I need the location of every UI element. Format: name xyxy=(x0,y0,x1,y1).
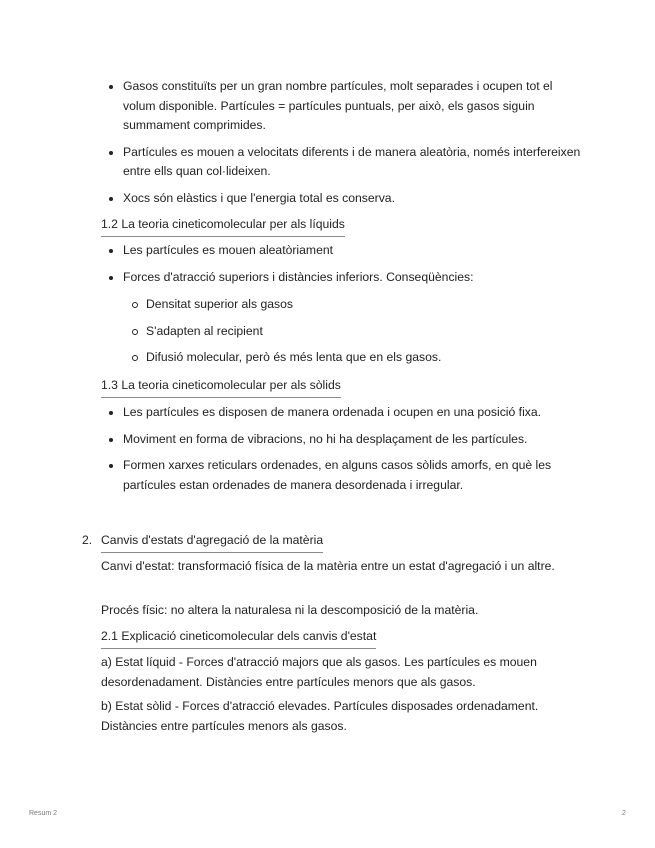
page-number: 2 xyxy=(622,810,626,817)
list-item: Les partícules es mouen aleatòriament xyxy=(123,241,583,261)
heading-solids: 1.3 La teoria cineticomolecular per als sòlids xyxy=(101,376,341,398)
list-item: Xocs són elàstics i que l'energia total es conserva. xyxy=(123,189,583,209)
list-item: S'adapten al recipient xyxy=(146,322,576,342)
liquids-list xyxy=(123,241,583,287)
paragraph-estat-solid: b) Estat sòlid - Forces d'atracció elevades. Partícules disposades ordenadament. Distàncies entre partícules menors als gasos. xyxy=(101,699,539,733)
liquids-sublist xyxy=(146,295,576,368)
list-item: Moviment en forma de vibracions, no hi ha desplaçament de les partícules. xyxy=(123,430,583,450)
footer-title: Resum 2 xyxy=(29,810,58,817)
gas-list xyxy=(123,77,583,209)
list-item: Gasos constituïts per un gran nombre partícules, molt separades i ocupen tot el volum disponible. Partícules = partícules puntuals, per això, els gasos siguin summament comprimides. xyxy=(123,77,583,136)
definition-proces-fisic: Procés físic: no altera la naturalesa ni la descomposició de la matèria. xyxy=(101,603,479,617)
list-item: Partícules es mouen a velocitats diferents i de manera aleatòria, només interfereixen entre ells quan col·lideixen. xyxy=(123,143,583,182)
solids-list xyxy=(123,403,583,495)
section-number: 2. xyxy=(82,533,93,547)
list-item: Difusió molecular, però és més lenta que en els gasos. xyxy=(146,348,576,368)
list-item: Formen xarxes reticulars ordenades, en alguns casos sòlids amorfs, en què les partícules estan ordenades de manera desordenada i irregular. xyxy=(123,456,583,495)
paragraph-estat-liquid: a) Estat líquid - Forces d'atracció majors que als gasos. Les partícules es mouen desordenadament. Distàncies entre partícules menors que als gasos. xyxy=(101,655,537,689)
list-item: Densitat superior als gasos xyxy=(146,295,576,315)
list-item: Les partícules es disposen de manera ordenada i ocupen en una posició fixa. xyxy=(123,403,583,423)
sub-heading-explicacio: 2.1 Explicació cineticomolecular dels canvis d'estat xyxy=(101,627,376,649)
heading-liquids: 1.2 La teoria cineticomolecular per als líquids xyxy=(101,215,345,237)
section-title: Canvis d'estats d'agregació de la matèria xyxy=(101,531,323,553)
definition-canvi-estat: Canvi d'estat: transformació física de la matèria entre un estat d'agregació i un altre. xyxy=(101,559,555,573)
list-item: Forces d'atracció superiors i distàncies inferiors. Conseqüències: xyxy=(123,268,583,288)
